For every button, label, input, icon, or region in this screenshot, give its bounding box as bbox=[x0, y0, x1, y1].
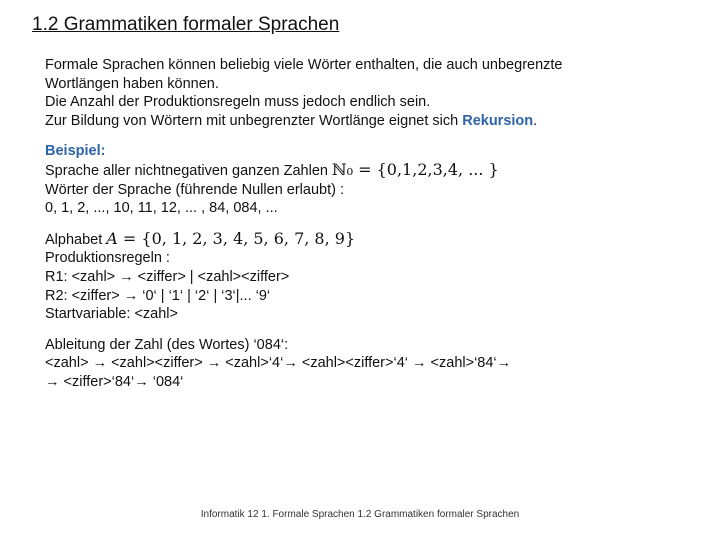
intro-line-1: Formale Sprachen können beliebig viele Wörter enthalten, die auch unbegrenzte bbox=[45, 57, 563, 73]
natural-numbers-set: = {0,1,2,3,4, ... } bbox=[353, 159, 499, 179]
alphabet-set: = {0, 1, 2, 3, 4, 5, 6, 7, 8, 9} bbox=[117, 228, 356, 248]
intro-line-2: Wortlängen haben können. bbox=[45, 75, 219, 92]
slide-content bbox=[45, 56, 695, 392]
paragraph-gap bbox=[45, 324, 695, 336]
derivation-line-2: → <ziffer>‘84‘→ ‘084‘ bbox=[45, 373, 184, 390]
example-heading: Beispiel: bbox=[45, 143, 106, 160]
language-definition bbox=[45, 161, 695, 181]
intro-line-4-end: . bbox=[533, 112, 538, 129]
natural-numbers-symbol: ℕ₀ bbox=[331, 159, 354, 179]
derivation-heading: Ableitung der Zahl (des Wortes) ‘084‘: bbox=[45, 336, 289, 353]
derivation-line-1: <zahl> → <zahl><ziffer> → <zahl>‘4‘→ <zahl><ziffer>‘4‘ → <zahl>‘84‘→ bbox=[45, 355, 512, 372]
slide-title: 1.2 Grammatiken formaler Sprachen bbox=[32, 14, 340, 35]
intro-line-4-text: Zur Bildung von Wörtern mit unbegrenzter Wortlänge eignet sich bbox=[45, 112, 463, 129]
words-heading: Wörter der Sprache (führende Nullen erlaubt) : bbox=[45, 181, 345, 198]
paragraph-gap bbox=[45, 130, 695, 142]
slide-footer: Informatik 12 1. Formale Sprachen 1.2 Grammatiken formaler Sprachen bbox=[200, 509, 520, 520]
rules-heading: Produktionsregeln : bbox=[45, 250, 170, 267]
words-list: 0, 1, 2, ..., 10, 11, 12, ... , 84, 084, ... bbox=[45, 200, 278, 217]
start-variable: Startvariable: <zahl> bbox=[45, 306, 178, 323]
intro-line-3: Die Anzahl der Produktionsregeln muss jedoch endlich sein. bbox=[45, 94, 431, 111]
language-text: Sprache aller nichtnegativen ganzen Zahlen bbox=[45, 162, 332, 179]
intro-line-4 bbox=[45, 112, 695, 131]
alphabet-symbol: A bbox=[106, 228, 118, 248]
rule-r1: R1: <zahl> → <ziffer> | <zahl><ziffer> bbox=[45, 268, 290, 285]
alphabet-label: Alphabet bbox=[45, 231, 107, 248]
alphabet-definition bbox=[45, 230, 695, 250]
recursion-keyword: Rekursion bbox=[462, 112, 534, 129]
rule-r2: R2: <ziffer> → ‘0‘ | ‘1‘ | ‘2‘ | ‘3‘|... ‘9‘ bbox=[45, 287, 271, 304]
